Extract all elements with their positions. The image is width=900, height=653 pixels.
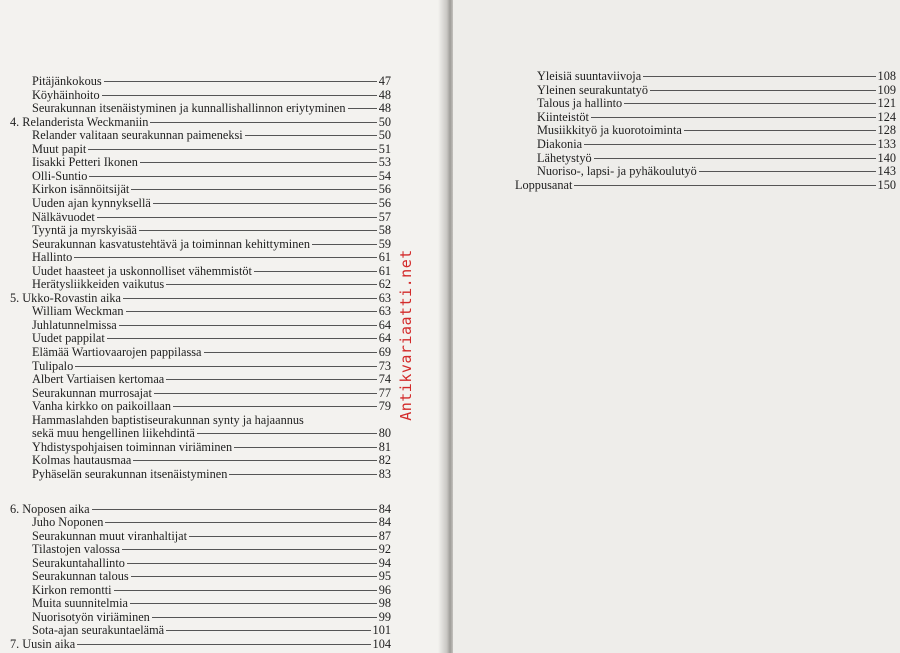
toc-leader-dots <box>584 144 875 145</box>
toc-page-number: 84 <box>378 515 391 530</box>
toc-leader-dots <box>77 644 370 645</box>
toc-page-number: 62 <box>378 277 391 292</box>
toc-leader-dots <box>197 433 377 434</box>
toc-page-number: 101 <box>372 623 391 638</box>
toc-leader-dots <box>75 366 376 367</box>
toc-leader-dots <box>126 311 377 312</box>
toc-leader-dots <box>102 95 377 96</box>
toc-page-number: 133 <box>877 137 896 151</box>
toc-leader-dots <box>229 474 376 475</box>
toc-entry-title: Seurakuntahallinto <box>32 555 125 570</box>
toc-leader-dots <box>133 460 376 461</box>
toc-page-number: 64 <box>378 331 391 346</box>
toc-entry-title: Hammaslahden baptistiseurakunnan synty ja hajaannus <box>32 412 304 427</box>
toc-leader-dots <box>119 325 377 326</box>
toc-page-number: 140 <box>877 150 896 165</box>
toc-entry-title: Relander valitaan seurakunnan paimeneksi <box>32 128 243 143</box>
toc-page-number: 63 <box>378 290 391 305</box>
toc-page-number: 92 <box>378 542 391 557</box>
toc-entry <box>10 636 391 652</box>
toc-leader-dots <box>312 244 377 245</box>
toc-entry-title: Albert Vartiaisen kertomaa <box>32 372 165 387</box>
toc-page-number: 94 <box>378 555 391 570</box>
toc-leader-dots <box>173 406 377 407</box>
toc-entry-title: Musiikkityö ja kuorotoiminta <box>537 123 682 138</box>
toc-entry-title: Seurakunnan itsenäistyminen ja kunnallishallinnon eriytyminen <box>32 101 346 116</box>
toc-page-number: 56 <box>378 182 391 197</box>
toc-leader-dots <box>89 176 376 177</box>
toc-page-number: 48 <box>378 101 391 116</box>
toc-page-number: 64 <box>378 317 391 332</box>
toc-page-number: 73 <box>378 358 391 373</box>
toc-page-number: 50 <box>378 114 391 129</box>
toc-leader-dots <box>699 171 876 172</box>
toc-leader-dots <box>152 617 377 618</box>
toc-leader-dots <box>122 549 377 550</box>
toc-page-number: 95 <box>378 569 391 584</box>
toc-leader-dots <box>166 284 377 285</box>
toc-entry-title: Seurakunnan muut viranhaltijat <box>32 528 188 543</box>
toc-entry-title: sekä muu hengellinen liikehdintä <box>32 426 195 441</box>
toc-page-number: 63 <box>378 304 391 319</box>
toc-leader-dots <box>130 603 377 604</box>
toc-leader-dots <box>574 185 875 186</box>
toc-page-number: 69 <box>378 345 391 359</box>
toc-page-number: 96 <box>378 582 391 597</box>
toc-page-number: 77 <box>378 385 391 400</box>
toc-page-number: 150 <box>877 177 896 192</box>
toc-leader-dots <box>591 117 876 118</box>
toc-leader-dots <box>166 379 376 380</box>
toc-page-number: 47 <box>378 74 391 88</box>
toc-leader-dots <box>624 103 875 104</box>
toc-leader-dots <box>189 536 377 537</box>
watermark-text: Antikvariaatti.net <box>397 249 415 421</box>
toc-leader-dots <box>88 149 376 150</box>
toc-entry-title: Diakonia <box>537 137 583 151</box>
toc-page-number: 50 <box>378 128 391 143</box>
toc-entry-title: Herätysliikkeiden vaikutus <box>32 277 165 292</box>
toc-leader-dots <box>123 298 377 299</box>
toc-entry-title: Uudet haasteet ja uskonnolliset vähemmistöt <box>32 263 252 278</box>
toc-page-number: 54 <box>378 168 391 183</box>
toc-entry-title: Nuoriso-, lapsi- ja pyhäkoulutyö <box>537 164 697 179</box>
toc-entry-title: Pyhäselän seurakunnan itsenäistyminen <box>32 466 228 481</box>
toc-entry-title: Juhlatunnelmissa <box>32 317 117 332</box>
toc-entry-title: Tyyntä ja myrskyisää <box>32 223 138 238</box>
toc-entry-title: Muut papit <box>32 141 87 156</box>
toc-page-number: 83 <box>378 466 391 481</box>
toc-page-number: 51 <box>378 141 391 156</box>
toc-page-number: 61 <box>378 250 391 265</box>
toc-entry-title: Muita suunnitelmia <box>32 596 128 611</box>
toc-page-number: 53 <box>378 155 391 170</box>
toc-page-number: 84 <box>378 501 391 516</box>
toc-page-number: 58 <box>378 223 391 238</box>
toc-leader-dots <box>107 338 377 339</box>
toc-entry-title: 5. Ukko-Rovastin aika <box>10 290 121 305</box>
toc-page-number: 124 <box>877 109 896 124</box>
toc-leader-dots <box>74 257 376 258</box>
toc-page-number: 87 <box>378 528 391 543</box>
toc-page-number: 59 <box>378 236 391 251</box>
toc-leader-dots <box>131 189 376 190</box>
toc-entry-title: William Weckman <box>32 304 124 319</box>
toc-entry-title: Yleisiä suuntaviivoja <box>537 69 642 83</box>
toc-entry-title: Iisakki Petteri Ikonen <box>32 155 138 170</box>
toc-leader-dots <box>97 217 377 218</box>
toc-page-number: 61 <box>378 263 391 278</box>
toc-page-number: 48 <box>378 87 391 102</box>
left-page <box>0 0 445 653</box>
toc-entry-title: 7. Uusin aika <box>10 637 76 651</box>
toc-entry-title: Olli-Suntio <box>32 168 88 183</box>
toc-entry-title: Kolmas hautausmaa <box>32 453 132 468</box>
toc-leader-dots <box>643 76 875 77</box>
toc-entry-title: Yleinen seurakuntatyö <box>537 82 648 97</box>
toc-entry-title: Kiinteistöt <box>537 109 589 124</box>
toc-leader-dots <box>166 630 370 631</box>
toc-entry-title: Sota-ajan seurakuntaelämä <box>32 623 165 638</box>
toc-leader-dots <box>105 522 376 523</box>
toc-leader-dots <box>140 162 377 163</box>
toc-leader-dots <box>131 576 377 577</box>
toc-page-number: 121 <box>877 96 896 111</box>
toc-entry-title: Talous ja hallinto <box>537 96 623 111</box>
toc-page-number: 82 <box>378 453 391 468</box>
toc-leader-dots <box>254 271 377 272</box>
toc-leader-dots <box>92 509 377 510</box>
toc-page-number: 104 <box>372 637 391 651</box>
toc-entry-title: Pitäjänkokous <box>32 74 102 88</box>
toc-leader-dots <box>104 81 377 82</box>
toc-entry-title: Köyhäinhoito <box>32 87 100 102</box>
toc-entry-title: 4. Relanderista Weckmaniin <box>10 114 149 129</box>
toc-leader-dots <box>234 447 377 448</box>
toc-entry-title: Tilastojen valossa <box>32 542 121 557</box>
toc-page-number: 98 <box>378 596 391 611</box>
toc-page-number: 79 <box>378 399 391 414</box>
toc-page-number: 81 <box>378 439 391 454</box>
toc-entry-title: Kirkon isännöitsijät <box>32 182 130 197</box>
toc-entry-title: Nuorisotyön viriäminen <box>32 609 150 624</box>
toc-leader-dots <box>684 130 876 131</box>
toc-entry-title: Uuden ajan kynnyksellä <box>32 195 151 210</box>
toc-entry <box>515 177 896 193</box>
toc-leader-dots <box>594 158 876 159</box>
toc-entry-title: Hallinto <box>32 250 73 265</box>
toc-entry-title: Lähetystyö <box>537 150 592 165</box>
toc-leader-dots <box>154 393 377 394</box>
toc-entry-title: Tulipalo <box>32 358 74 373</box>
right-page <box>453 0 900 653</box>
watermark <box>396 245 416 425</box>
toc-page-number: 108 <box>877 69 896 83</box>
toc-entry-title: 6. Noposen aika <box>10 501 90 516</box>
toc-entry-title: Kirkon remontti <box>32 582 112 597</box>
toc-entry-title: Seurakunnan talous <box>32 569 129 584</box>
toc-page-number: 80 <box>378 426 391 441</box>
toc-entry-title: Loppusanat <box>515 177 573 192</box>
toc-leader-dots <box>245 135 377 136</box>
toc-entry-title: Uudet pappilat <box>32 331 105 346</box>
toc-page-number: 99 <box>378 609 391 624</box>
toc-entry-title: Seurakunnan kasvatustehtävä ja toiminnan kehittyminen <box>32 236 310 251</box>
toc-leader-dots <box>348 108 377 109</box>
toc-entry-title: Elämää Wartiovaarojen pappilassa <box>32 345 202 359</box>
toc-leader-dots <box>127 563 377 564</box>
toc-page-number: 109 <box>877 82 896 97</box>
toc-page-number: 128 <box>877 123 896 138</box>
toc-entry-title: Seurakunnan murrosajat <box>32 385 152 400</box>
toc-page-number: 57 <box>378 209 391 224</box>
toc-leader-dots <box>204 352 377 353</box>
toc-entry-title: Juho Noponen <box>32 515 104 530</box>
toc-entry <box>32 466 391 482</box>
toc-leader-dots <box>650 90 876 91</box>
toc-page-number: 74 <box>378 372 391 387</box>
toc-leader-dots <box>139 230 377 231</box>
toc-entry-title: Yhdistyspohjaisen toiminnan viriäminen <box>32 439 233 454</box>
toc-page-number: 56 <box>378 195 391 210</box>
toc-leader-dots <box>114 590 377 591</box>
toc-entry-title: Nälkävuodet <box>32 209 95 224</box>
toc-leader-dots <box>153 203 377 204</box>
toc-entry-title: Vanha kirkko on paikoillaan <box>32 399 171 414</box>
toc-leader-dots <box>150 122 376 123</box>
toc-page-number: 143 <box>877 164 896 179</box>
